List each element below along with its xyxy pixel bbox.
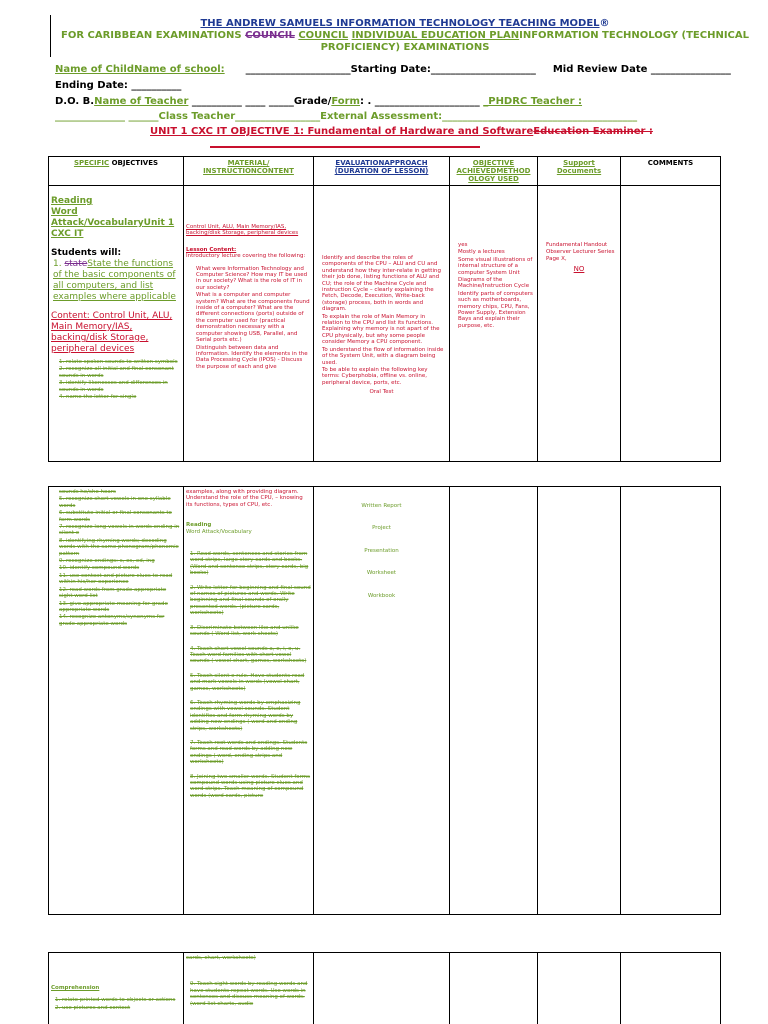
header-method-c: METHOD [496, 167, 531, 175]
list-item: 3. Discriminate between like and unlike sounds ( Word list, work sheets) [190, 624, 299, 638]
list-item: What were Information Technology and Computer Science? How may IT be used in our society? What is the role of IT in our society? [196, 265, 308, 291]
comments-cell [621, 953, 721, 1024]
lesson-list [186, 266, 311, 371]
list-item: 5. recognize short vowels in one syllable words [59, 496, 171, 509]
education-examiner: Education Examiner : [533, 126, 653, 137]
method-cell [450, 487, 538, 915]
list-item: To explain the role of Main Memory in relation to the CPU and list its functions. Explaining why memory is not apart of the CPU physically, but why some people consider Memory a CPU component. [322, 313, 440, 346]
list-item: 8. Joining two smaller words. Student forms compound words using picture clues and word strips. Teach meaning of compound words (word cards, picture [190, 773, 311, 799]
header-method-b: ACHIEVED [456, 167, 497, 175]
evaluation-list [316, 255, 447, 386]
header-support [538, 157, 621, 186]
objectives-table-page-2 [48, 486, 721, 915]
header-material-a: MATERIAL/ [227, 159, 270, 167]
list-item: 9. recognize endings: s, es, ed, ing [59, 558, 155, 565]
header-material [184, 157, 314, 186]
list-item: Workbook [367, 592, 396, 599]
header-material-b: INSTRUCTION [203, 167, 257, 175]
list-item: Some visual illustrations of internal structure of a computer System Unit [458, 256, 533, 276]
list-item: 6. substitute initial or final consonants to form words [59, 510, 172, 523]
comprehension-label: Comprehension [51, 985, 100, 991]
list-item: yes [458, 242, 468, 248]
header-material-c: CONTENT [256, 167, 294, 175]
class-teacher-line: ______________ ______Class Teacher_________________External Assessment:_______________________________________ [55, 111, 638, 122]
title-text: THE ANDREW SAMUELS INFORMATION TECHNOLOGY TEACHING MODEL [200, 18, 600, 29]
material-lead-line: Understand the role of the CPU, – knowing its functions, types of CPU, etc. [186, 495, 303, 508]
phdrc-label: _PHDRC Teacher : [483, 96, 583, 107]
list-item: 10. identify compound words [59, 565, 140, 572]
document-title [60, 18, 750, 30]
unit-heading [150, 126, 653, 137]
grade-blank: : . _____________________ [359, 96, 480, 107]
material-lead-line: examples, along with providing diagram. [186, 489, 299, 495]
list-item: 4. name the letter for single [59, 394, 137, 401]
objectives-cell [49, 487, 184, 915]
list-item: Worksheet [366, 570, 397, 577]
list-item: 7. Teach root words and endings. Students forms and read words by adding new endings ( word, ending strips and worksheets) [190, 739, 308, 766]
oral-test: Oral Test [369, 389, 394, 396]
red-rule [210, 146, 480, 148]
subtitle-part-b: INDIVIDUAL EDUCATION PLAN [351, 30, 520, 41]
list-item: 5. Teach silent e rule. Have students read and mark vowels in words (vowel chart, games, worksheets) [190, 672, 305, 692]
header-support-b: Documents [556, 167, 602, 175]
material-list-2 [186, 551, 311, 799]
table-header-row [49, 157, 721, 186]
header-method [450, 157, 538, 186]
objectives-cell [49, 186, 184, 462]
word-label: Word [51, 207, 78, 217]
list-item: Identify parts of computers such as motherboards, memory chips, CPU, Fans, Power Supply, Extension Bays and explain their purpose, etc. [458, 290, 533, 329]
material-item-9: 9. Teach sight words by reading words and have students repeat words. Use words in sentences and discuss meaning of words. (word list charts, audio [190, 981, 308, 1007]
list-item: Presentation [364, 547, 399, 554]
form-label: Form [331, 96, 360, 107]
support-cell [538, 487, 621, 915]
evaluation-cell [314, 186, 450, 462]
header-evaluation-c: (DURATION OF LESSON) [334, 167, 429, 175]
header-objectives [49, 157, 184, 186]
unit-line: UNIT 1 CXC IT OBJECTIVE 1: Fundamental of Hardware and Software [150, 126, 534, 137]
evaluation-list-2 [316, 503, 447, 599]
list-item: 1. relate printed words to objects or actions [55, 997, 176, 1004]
struck-list-2 [51, 489, 181, 627]
attack-label [51, 218, 181, 240]
subtitle-council-2: COUNCIL [298, 30, 349, 41]
name-of-child-label: Name of Child [55, 64, 134, 75]
header-evaluation [314, 157, 450, 186]
reading-label-2: Reading [186, 522, 212, 529]
comments-cell [621, 186, 721, 462]
header-objectives-text: OBJECTIVES [111, 159, 159, 167]
objectives-table-page-3 [48, 952, 721, 1024]
list-item: What is a computer and computer system? What are the components found inside of a computer? What are the different connections (ports) outside of the computer used for (practical demonstration necessary with a computer showing USB, Parallel, and Serial ports etc.) [196, 292, 310, 344]
support-cell [538, 953, 621, 1024]
list-item: 13. give appropriate meaning for grade appropriate words [59, 600, 168, 613]
list-item: 6. Teach rhyming words by emphasizing endings with vowel sounds. Student identifies and form rhyming words by adding new endings ( word and ending strips, worksheets) [190, 699, 301, 732]
document-subtitle-2: PROFICIENCY) EXAMINATIONS [320, 42, 490, 53]
list-item: 4. Teach short vowel sounds a, e, i, o, u. Teach word families with short vowel sounds ( vowel chart, games, worksheets) [190, 645, 307, 665]
lesson-intro: Introductory lecture covering the following: [186, 253, 306, 260]
objectives-cell [49, 953, 184, 1024]
list-item: Project [372, 525, 391, 532]
objective-number: 1. [53, 259, 62, 269]
margin-line [50, 15, 51, 57]
list-item: Fundamental Handout [546, 242, 608, 248]
attack-text: Attack/Vocabulary [51, 218, 144, 228]
method-cell [450, 953, 538, 1024]
header-method-a: OBJECTIVE [472, 159, 515, 167]
table-row [49, 186, 721, 462]
list-item: 7. recognize long vowels in words ending in silent e [59, 524, 180, 537]
list-item: sounds he/she hears [59, 489, 116, 495]
list-item: 12. read words from grade appropriate sight word list [59, 586, 167, 600]
list-item: 2. use pictures and context [55, 1004, 131, 1011]
list-item: 2. recognize all initial and final consonant sounds in words [59, 366, 174, 379]
list-item: 2. Write letter for beginning and final sound of names of pictures and words. Write beginning and final sounds of orally presented words. (picture cards, worksheets) [190, 584, 311, 617]
material-lead [186, 489, 311, 508]
teacher-blank: __________ ____ _____ [191, 96, 294, 107]
list-item: Identify and describe the roles of components of the CPU – ALU and CU and understand how they inter-relate in getting their job done, listing functions of ALU and CU; the role of the Machine Cycle and instruction Cycle – clearly explaining the Fetch, Decode, Execution, Write-back (storage) process, both in words and diagram. [322, 255, 441, 313]
registered-mark: ® [599, 18, 610, 29]
objective-1 [51, 259, 181, 303]
struck-list-1 [51, 359, 181, 400]
list-item: Observer Lecturer Series Page X, [546, 249, 615, 262]
starting-date-label: _____________________Starting Date:_____________________ [245, 64, 536, 75]
material-title: Control Unit, ALU, Main Memory/IAS, backing/disk Storage, peripheral devices [186, 224, 299, 237]
reading-label: Reading [51, 196, 93, 206]
comments-cell [621, 487, 721, 915]
header-support-a: Support [563, 159, 595, 167]
content-label: Content: Control Unit, ALU, Main Memory/IAS, backing/disk Storage, peripheral devices [51, 311, 173, 354]
subtitle-part-c: INFORMATION TECHNOLOGY (TECHNICAL [519, 30, 749, 41]
header-evaluation-b: APPROACH [384, 159, 428, 167]
dob-label: D.O. B. [55, 96, 95, 107]
evaluation-cell [314, 953, 450, 1024]
header-method-d: OLOGY USED [468, 175, 519, 183]
list-item: 1. Read words, sentences and stories from word strips, large story cards and books. (Word and sentence strips, story cards, big books) [190, 551, 309, 577]
material-cell [184, 487, 314, 915]
list-item: Distinguish between data and information. Identify the elements in the Data Processing Cycle (IPOS) - Discuss the purpose of each and give [196, 344, 308, 370]
list-item: 14. recognize antonyms/synonyms for grade appropriate words [59, 614, 165, 627]
list-item: To be able to explain the following key terms: Cyberphobia, offline vs. online, peripheral device, ports, etc. [322, 366, 428, 386]
students-will-label: Students will: [51, 248, 122, 258]
name-of-school-label: Name of school: [133, 64, 225, 75]
list-item: Mostly a lectures [458, 249, 505, 256]
material-lead-3: cards, chart, worksheets) [186, 955, 256, 961]
list-item: To understand the flow of information inside of the System Unit, with a diagram being used. [322, 346, 444, 366]
table-row [49, 953, 721, 1024]
ending-date-label: Ending Date: __________ [55, 80, 182, 91]
material-cell [184, 953, 314, 1024]
objective-struck-word: state [64, 259, 88, 269]
method-cell [450, 186, 538, 462]
list-item: 8. identifying rhyming words; decoding words with the same phonogram/phonemic pattern [59, 537, 179, 557]
grade-label: Grade/ [293, 96, 332, 107]
support-list [540, 242, 618, 262]
header-comments: COMMENTS [621, 157, 721, 186]
header-evaluation-a: EVALUATION [335, 159, 385, 167]
document-subtitle [60, 30, 750, 42]
reading-sub-label: Word Attack/Vocabulary [186, 528, 252, 535]
objective-text: State the functions of the basic components of all computers, and list examples where applicable [53, 259, 176, 302]
list-item: Diagrams of the Machine/Instruction Cycle [458, 277, 530, 290]
header-specific: SPECIFIC [73, 159, 110, 167]
support-no: NO [573, 265, 585, 274]
name-of-teacher-label: Name of Teacher [94, 96, 189, 107]
list-item: 1. relate spoken sounds to written symbols [59, 359, 178, 365]
objectives-table-page-1 [48, 156, 721, 462]
lesson-content-label: Lesson Content: [186, 246, 237, 253]
method-list [452, 242, 535, 329]
mid-review-label: Mid Review Date ________________ [552, 64, 731, 75]
list-item: Written Report [361, 503, 402, 509]
subtitle-council-1: COUNCIL [245, 30, 295, 41]
list-item: 11. use context and picture clues to read within his/her experience [59, 572, 173, 586]
form-line-3 [55, 96, 582, 107]
unit-text: Unit 1 CXC IT [51, 218, 175, 239]
form-line-1 [55, 64, 731, 75]
subtitle-part-a: FOR CARIBBEAN EXAMINATIONS [61, 30, 242, 41]
list-item: 3. identify likenesses and differences in sounds in words [59, 380, 168, 393]
table-row [49, 487, 721, 915]
support-cell [538, 186, 621, 462]
struck-list-3 [51, 997, 181, 1011]
material-cell [184, 186, 314, 462]
evaluation-cell [314, 487, 450, 915]
